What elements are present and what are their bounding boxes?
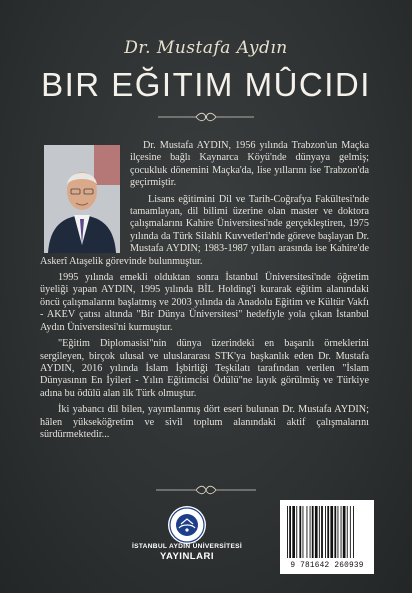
barcode-bar <box>299 506 301 558</box>
isbn-barcode <box>280 500 374 574</box>
barcode-bar <box>319 506 320 558</box>
barcode-bar <box>330 506 333 558</box>
barcode-bar <box>334 506 336 558</box>
barcode-bar <box>307 506 308 558</box>
barcode-bar <box>325 506 326 558</box>
bio-paragraph-1: Dr. Mustafa AYDIN, 1956 yılında Trabzon'un Maçka ilçesine bağlı Kaynarca Köyü'nde dünyaya gelmiş; çocukluk dönemini Maçka'da, lise yıllarını ise Trabzon'da geçirmiştir. <box>130 140 369 189</box>
publisher-line-2: YAYINLARI <box>160 551 214 562</box>
biography-text <box>40 140 369 445</box>
barcode-bar <box>338 506 339 558</box>
university-logo-icon <box>167 505 207 545</box>
bottom-divider-ornament <box>154 485 258 495</box>
barcode-bar <box>341 506 342 558</box>
barcode-bar <box>296 506 297 558</box>
photo-space <box>40 140 130 252</box>
barcode-bar <box>310 506 311 558</box>
barcode-bar <box>287 506 288 558</box>
barcode-bar <box>315 506 318 558</box>
isbn-number: 9 781642 260939 <box>290 562 364 570</box>
barcode-bar <box>292 506 295 558</box>
barcode-bar <box>303 506 304 558</box>
barcode-bars <box>287 506 367 558</box>
bio-paragraph-5: İki yabancı dil bilen, yayımlanmış dört eseri bulunan Dr. Mustafa AYDIN; hâlen yükseköğretim ve sivil toplum alanındaki aktif çalışmalarını sürdürmektedir... <box>40 404 369 440</box>
bio-paragraph-4: "Eğitim Diplomasisi"nin dünya üzerindeki en başarılı örneklerini sergileyen, birçok ulusal ve uluslararası STK'ya başkanlık eden Dr. Mustafa AYDIN, 2016 yılında İslam İşbirliği Teşkilatı tarafından verilen "İslam Dünyasının En İyileri - Yılın Eğitimcisi Ödülü"ne layık görülmüş ve Türkiye adına bu ödülü alan ilk Türk olmuştur. <box>40 338 369 399</box>
barcode-bar <box>327 506 329 558</box>
bio-paragraph-3: 1995 yılında emekli olduktan sonra İstanbul Üniversitesi'nde öğretim üyeliği yapan AYDIN, 1995 yılında BİL Holding'i kurarak eğitim alanındaki öncü çalışmalarını başlatmış ve 2003 yılında da Anadolu Eğitim ve Kültür Vakfı - AKEV çatısı altında "Bir Dünya Üniversitesi" hedefiyle yola çıkan İstanbul Aydın Üniversitesi'ni kurmuştur. <box>40 272 369 333</box>
barcode-bar <box>321 506 323 558</box>
bio-paragraph-2: Lisans eğitimini Dil ve Tarih-Coğrafya Fakültesi'nde tamamlayan, dil bilimi üzerine olan master ve doktora çalışmalarını Kahire Üniversitesi'nde gerçekleştiren, 1975 yılında da Türk Silahlı Kuvvetleri'nde göreve başlayan Dr. Mustafa AYDIN; 1983-1987 yılları arasında ise Kahire'de Askerî Ataşelik görevinde bulunmuştur. <box>40 193 369 267</box>
author-name: Dr. Mustafa Aydın <box>124 38 288 58</box>
book-title: BIR EĞITIM MÛCIDI <box>41 66 371 103</box>
barcode-bar <box>350 506 351 558</box>
title-divider-ornament <box>156 111 256 123</box>
barcode-bar <box>312 506 314 558</box>
barcode-bar <box>353 506 354 558</box>
barcode-bar <box>289 506 291 558</box>
publisher-line-1: İSTANBUL AYDIN ÜNİVERSİTESİ <box>132 543 242 550</box>
barcode-bar <box>343 506 346 558</box>
publisher-label <box>124 543 250 562</box>
barcode-bar <box>347 506 348 558</box>
